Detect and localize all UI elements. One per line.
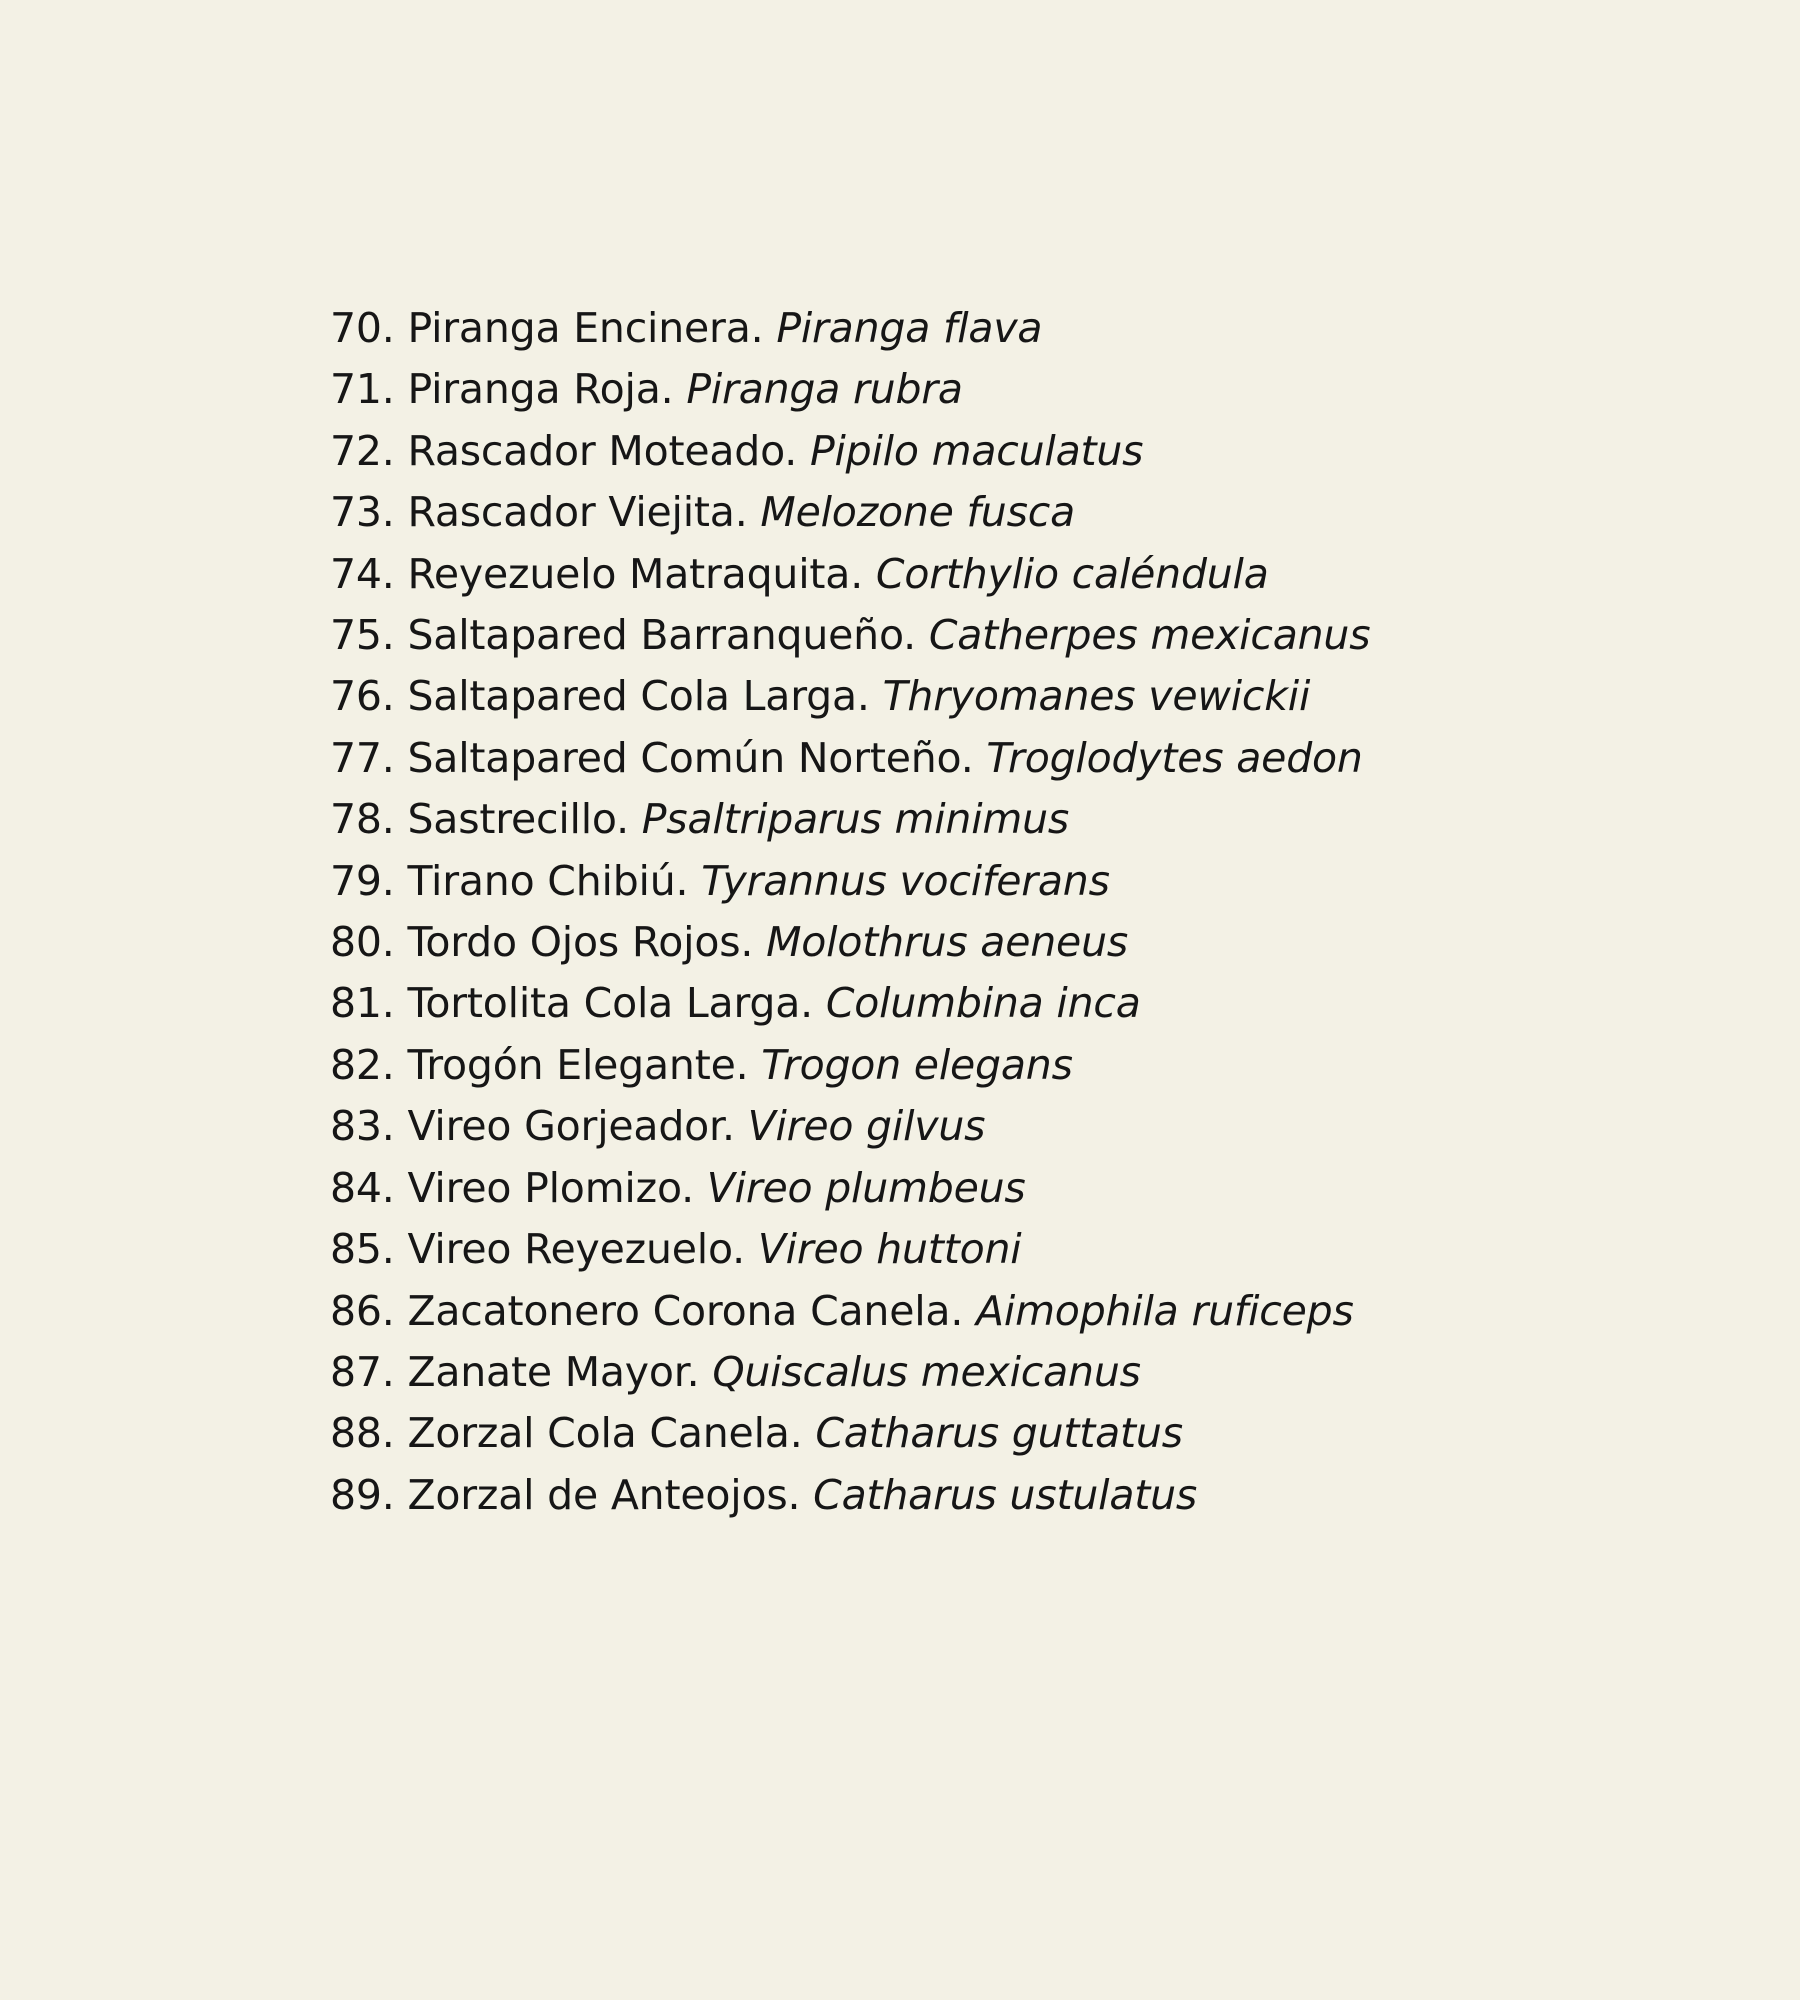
list-item xyxy=(330,544,1370,605)
scientific-name: Aimophila ruficeps xyxy=(976,1286,1354,1335)
list-item xyxy=(330,1281,1370,1342)
species-list xyxy=(330,298,1370,1526)
common-name: Saltapared Común Norteño. xyxy=(407,733,974,782)
list-item xyxy=(330,1158,1370,1219)
common-name: Saltapared Cola Larga. xyxy=(407,672,870,721)
item-number: 79. xyxy=(330,856,395,905)
scientific-name: Molothrus aeneus xyxy=(766,918,1129,967)
common-name: Piranga Roja. xyxy=(407,365,674,414)
common-name: Tordo Ojos Rojos. xyxy=(407,918,754,967)
item-number: 72. xyxy=(330,426,395,475)
scientific-name: Psaltriparus minimus xyxy=(641,795,1070,844)
common-name: Reyezuelo Matraquita. xyxy=(407,549,864,598)
scientific-name: Vireo huttoni xyxy=(757,1225,1022,1274)
list-item xyxy=(330,359,1370,420)
list-item xyxy=(330,1096,1370,1157)
scientific-name: Vireo plumbeus xyxy=(706,1163,1026,1212)
scientific-name: Thryomanes vewickii xyxy=(882,672,1311,721)
list-item xyxy=(330,1035,1370,1096)
list-item xyxy=(330,851,1370,912)
list-item xyxy=(330,1403,1370,1464)
scientific-name: Catherpes mexicanus xyxy=(928,611,1371,660)
common-name: Vireo Plomizo. xyxy=(407,1163,694,1212)
scientific-name: Catharus ustulatus xyxy=(813,1470,1198,1519)
item-number: 83. xyxy=(330,1102,395,1151)
item-number: 82. xyxy=(330,1040,395,1089)
list-item xyxy=(330,421,1370,482)
list-item xyxy=(330,1342,1370,1403)
scientific-name: Quiscalus mexicanus xyxy=(712,1347,1141,1396)
common-name: Vireo Gorjeador. xyxy=(407,1102,735,1151)
item-number: 85. xyxy=(330,1225,395,1274)
item-number: 80. xyxy=(330,918,395,967)
list-item xyxy=(330,1465,1370,1526)
common-name: Zorzal Cola Canela. xyxy=(407,1409,803,1458)
common-name: Zacatonero Corona Canela. xyxy=(407,1286,964,1335)
item-number: 86. xyxy=(330,1286,395,1335)
common-name: Zorzal de Anteojos. xyxy=(407,1470,801,1519)
common-name: Sastrecillo. xyxy=(407,795,629,844)
common-name: Piranga Encinera. xyxy=(407,304,764,352)
list-item xyxy=(330,482,1370,543)
common-name: Zanate Mayor. xyxy=(407,1347,700,1396)
list-item xyxy=(330,912,1370,973)
scientific-name: Piranga rubra xyxy=(686,365,963,414)
scientific-name: Corthylio caléndula xyxy=(875,549,1269,598)
scientific-name: Trogon elegans xyxy=(761,1040,1073,1089)
list-item xyxy=(330,789,1370,850)
scientific-name: Troglodytes aedon xyxy=(986,733,1363,782)
scientific-name: Pipilo maculatus xyxy=(809,426,1144,475)
list-item xyxy=(330,973,1370,1034)
item-number: 81. xyxy=(330,979,395,1028)
list-item xyxy=(330,605,1370,666)
list-item xyxy=(330,298,1370,359)
item-number: 71. xyxy=(330,365,395,414)
scientific-name: Catharus guttatus xyxy=(815,1409,1183,1458)
scientific-name: Vireo gilvus xyxy=(747,1102,986,1151)
common-name: Saltapared Barranqueño. xyxy=(407,611,916,660)
list-item xyxy=(330,666,1370,727)
common-name: Tortolita Cola Larga. xyxy=(407,979,813,1028)
item-number: 89. xyxy=(330,1470,395,1519)
item-number: 78. xyxy=(330,795,395,844)
item-number: 87. xyxy=(330,1347,395,1396)
item-number: 76. xyxy=(330,672,395,721)
item-number: 75. xyxy=(330,611,395,660)
item-number: 73. xyxy=(330,488,395,537)
item-number: 84. xyxy=(330,1163,395,1212)
list-item xyxy=(330,1219,1370,1280)
item-number: 77. xyxy=(330,733,395,782)
item-number: 70. xyxy=(330,304,395,352)
scientific-name: Piranga flava xyxy=(776,304,1043,352)
common-name: Rascador Viejita. xyxy=(407,488,748,537)
item-number: 74. xyxy=(330,549,395,598)
common-name: Trogón Elegante. xyxy=(407,1040,749,1089)
list-item xyxy=(330,728,1370,789)
common-name: Vireo Reyezuelo. xyxy=(407,1225,745,1274)
common-name: Tirano Chibiú. xyxy=(407,856,689,905)
common-name: Rascador Moteado. xyxy=(407,426,798,475)
scientific-name: Melozone fusca xyxy=(760,488,1075,537)
scientific-name: Tyrannus vociferans xyxy=(701,856,1110,905)
item-number: 88. xyxy=(330,1409,395,1458)
scientific-name: Columbina inca xyxy=(825,979,1141,1028)
